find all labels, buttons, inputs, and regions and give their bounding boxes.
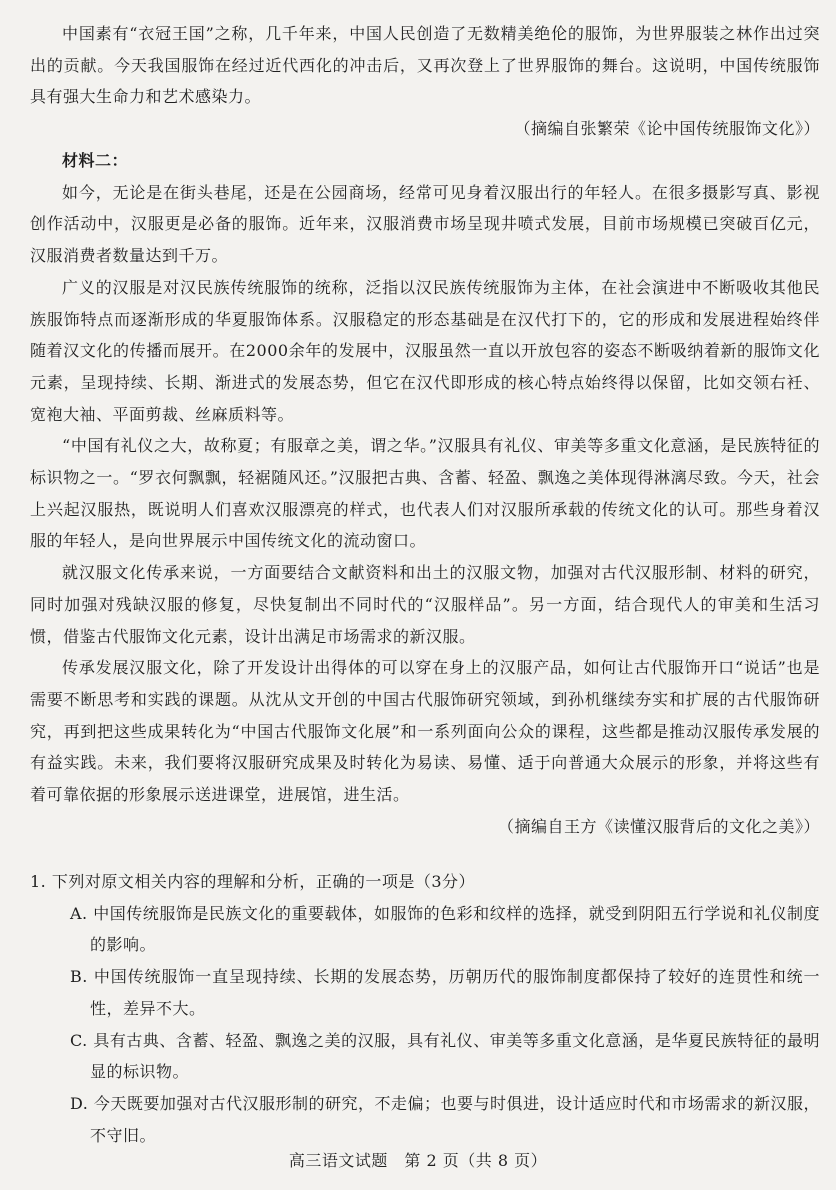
option-b[interactable]: [30, 961, 820, 1024]
material-2-paragraph-5: 传承发展汉服文化，除了开发设计出得体的可以穿在身上的汉服产品，如何让古代服饰开口“说话”也是需要不断思考和实践的课题。从沈从文开创的中国古代服饰研究领域，到孙机继续夯实和扩展的古代服饰研究，再到把这些成果转化为“中国古代服饰文化展”和一系列面向公众的课程，这些都是推动汉服传承发展的有益实践。未来，我们要将汉服研究成果及时转化为易读、易懂、适于向普通大众展示的形象，并将这些有着可靠依据的形象展示送进课堂，进展馆，进生活。: [30, 658, 820, 805]
option-d-text: D. 今天既要加强对古代汉服形制的研究，不走偏；也要与时俱进，设计适应时代和市场需求的新汉服，不守旧。: [70, 1093, 820, 1145]
option-c-text: C. 具有古典、含蓄、轻盈、飘逸之美的汉服，具有礼仪、审美等多重文化意涵，是华夏民族特征的最明显的标识物。: [70, 1030, 820, 1082]
source-citation-2: （摘编自王方《读懂汉服背后的文化之美》）: [497, 816, 820, 836]
material-2-paragraph-1: 如今，无论是在街头巷尾，还是在公园商场，经常可见身着汉服出行的年轻人。在很多摄影写真、影视创作活动中，汉服更是必备的服饰。近年来，汉服消费市场呈现井喷式发展，目前市场规模已突破百亿元，汉服消费者数量达到千万。: [30, 182, 820, 266]
question-1: [30, 866, 820, 1151]
option-b-text: B. 中国传统服饰一直呈现持续、长期的发展态势，历朝历代的服饰制度都保持了较好的连贯性和统一性，差异不大。: [70, 967, 820, 1018]
material-2-paragraph-2: 广义的汉服是对汉民族传统服饰的统称，泛指以汉民族传统服饰为主体，在社会演进中不断吸收其他民族服饰特点而逐渐形成的华夏服饰体系。汉服稳定的形态基础是在汉代打下的，它的形成和发展进程始终伴随着汉文化的传播而展开。在2000余年的发展中，汉服虽然一直以开放包容的姿态不断吸纳着新的服饰文化元素，呈现持续、长期、渐进式的发展态势，但它在汉代即形成的核心特点始终得以保留，比如交领右衽、宽袍大袖、平面剪裁、丝麻质料等。: [30, 277, 820, 424]
question-1-stem: 1. 下列对原文相关内容的理解和分析，正确的一项是（3分）: [30, 872, 476, 891]
option-c[interactable]: [30, 1025, 820, 1088]
material-2-paragraph-4: 就汉服文化传承来说，一方面要结合文献资料和出土的汉服文物，加强对古代汉服形制、材料的研究，同时加强对残缺汉服的修复，尽快复制出不同时代的“汉服样品”。另一方面，结合现代人的审美和生活习惯，借鉴古代服饰文化元素，设计出满足市场需求的新汉服。: [30, 563, 820, 646]
option-a[interactable]: [30, 898, 820, 961]
option-a-text: A. 中国传统服饰是民族文化的重要载体，如服饰的色彩和纹样的选择，就受到阴阳五行学说和礼仪制度的影响。: [70, 903, 820, 955]
option-d[interactable]: [30, 1088, 820, 1151]
material-2-paragraph-3: “中国有礼仪之大，故称夏；有服章之美，谓之华。”汉服具有礼仪、审美等多重文化意涵，是民族特征的标识物之一。“罗衣何飘飘，轻裾随风还。”汉服把古典、含蓄、轻盈、飘逸之美体现得淋漓尽致。今天，社会上兴起汉服热，既说明人们喜欢汉服漂亮的样式，也代表人们对汉服所承载的传统文化的认可。那些身着汉服的年轻人，是向世界展示中国传统文化的流动窗口。: [30, 436, 820, 551]
page-footer: 高三语文试题 第 2 页（共 8 页）: [288, 1151, 548, 1170]
passage-top: [30, 18, 820, 145]
material-2: [30, 145, 820, 842]
source-citation-1: （摘编自张繁荣《论中国传统服饰文化》）: [514, 119, 820, 139]
material-2-heading: 材料二：: [62, 151, 129, 170]
passage-top-paragraph: 中国素有“衣冠王国”之称，几千年来，中国人民创造了无数精美绝伦的服饰，为世界服装之林作出过突出的贡献。今天我国服饰在经过近代西化的冲击后，又再次登上了世界服饰的舞台。这说明，中国传统服饰具有强大生命力和艺术感染力。: [30, 24, 820, 107]
